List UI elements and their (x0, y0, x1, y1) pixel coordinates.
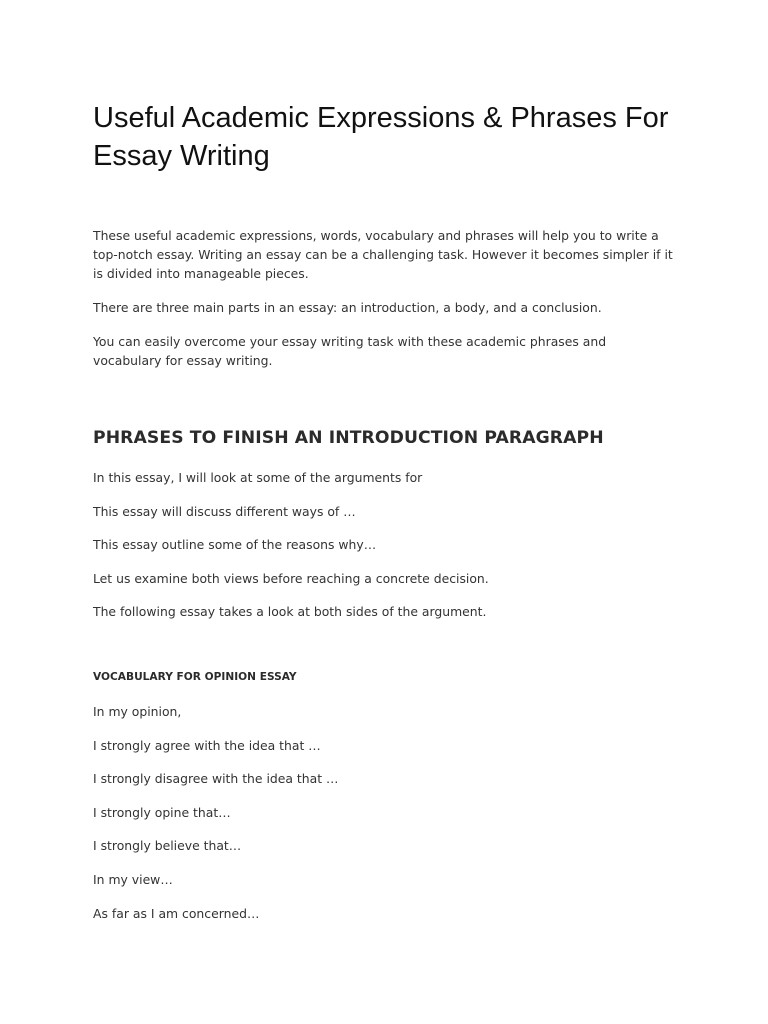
section-heading-introduction-phrases: PHRASES TO FINISH AN INTRODUCTION PARAGRAPH (93, 428, 604, 448)
intro-paragraph: These useful academic expressions, words, vocabulary and phrases will help you to write a top-notch essay. Writing an essay can be a challenging task. However it becomes simpler if it is divided into manageable pieces. (93, 228, 673, 281)
list-item: In my view… (93, 871, 173, 887)
list-item: As far as I am concerned… (93, 905, 260, 921)
section-heading-opinion-vocabulary: VOCABULARY FOR OPINION ESSAY (93, 671, 297, 683)
list-item: Let us examine both views before reaching a concrete decision. (93, 570, 489, 586)
list-item: This essay will discuss different ways of … (93, 503, 356, 519)
list-item: This essay outline some of the reasons why… (93, 537, 377, 553)
intro-paragraph: You can easily overcome your essay writing task with these academic phrases and vocabulary for essay writing. (93, 334, 607, 368)
page-title: Useful Academic Expressions & Phrases For Essay Writing (93, 102, 669, 172)
list-item: The following essay takes a look at both sides of the argument. (93, 604, 487, 620)
introduction-phrases-list (93, 468, 678, 636)
list-item: In this essay, I will look at some of the arguments for (93, 470, 423, 485)
intro-section (93, 226, 678, 385)
list-item: I strongly believe that… (93, 838, 242, 854)
intro-paragraph: There are three main parts in an essay: an introduction, a body, and a conclusion. (93, 300, 602, 315)
list-item: I strongly disagree with the idea that … (93, 771, 339, 787)
list-item: In my opinion, (93, 704, 182, 719)
list-item: I strongly opine that… (93, 804, 231, 820)
opinion-vocabulary-list (93, 702, 678, 937)
list-item: I strongly agree with the idea that … (93, 737, 321, 753)
